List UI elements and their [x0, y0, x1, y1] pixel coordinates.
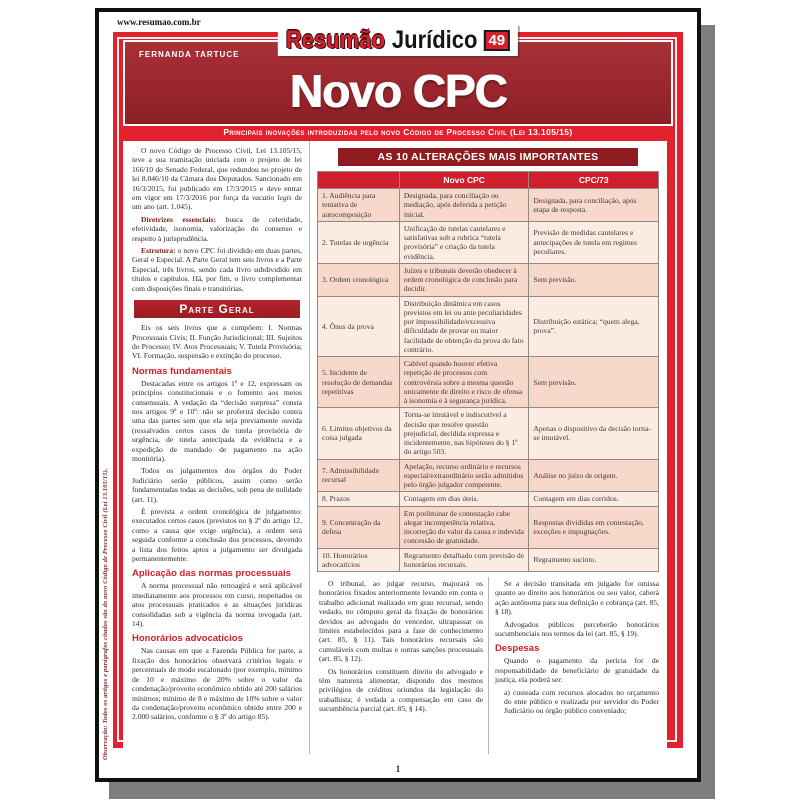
section-heading-aplicacao: Aplicação das normas processuais: [132, 568, 291, 580]
brand-logo: [278, 24, 518, 56]
table-row: [318, 189, 659, 222]
table-row: [318, 548, 659, 572]
cell-cpc73: Análise no juízo de origem.: [529, 459, 659, 492]
card-page: [95, 8, 701, 782]
row-label: 6. Limites objetivos da coisa julgada: [318, 408, 400, 459]
aplicacao-paragraph: A norma processual não retroagirá e será aplicável imediatamente aos processos em curso, respeitados os atos processuais praticados e as situações jurídicas consolidadas sob a vigência da norma revogada (art. 14).: [132, 581, 302, 629]
despesas-paragraph: Quando o pagamento da perícia for de responsabilidade de beneficiário de gratuidade da justiça, ela poderá ser:: [495, 656, 659, 685]
parte-geral-intro: Eis os seis livros que a compõem: I. Normas Processuais Civis; II. Função Jurisdicional; III. Sujeitos do Processo; IV. Atos Processuais; V. Tutela Provisória; VI. Formação, suspensão e extinção do processo.: [132, 323, 302, 361]
diretrizes-label: Diretrizes essenciais:: [141, 214, 217, 224]
cell-novo-cpc: Apelação, recurso ordinário e recursos especial/extraordinário serão admitidos pelo órgão julgador competente.: [399, 459, 529, 492]
section-heading-despesas: Despesas: [495, 643, 540, 655]
table-title-bar: AS 10 ALTERAÇÕES MAIS IMPORTANTES: [338, 148, 639, 166]
intro-text-end: de um ano (art. 1.045).: [132, 193, 302, 212]
main-title: Novo CPC: [289, 65, 507, 117]
cell-novo-cpc: Regramento detalhado com previsão de honorários recursais.: [399, 548, 529, 572]
intro-paragraph: [132, 146, 302, 212]
row-label: 4. Ônus da prova: [318, 296, 400, 357]
row-label: 8. Prazos: [318, 492, 400, 506]
cell-cpc73: Regramento sucinto.: [529, 548, 659, 572]
recursos-paragraph-1: O tribunal, ao julgar recurso, majorará os honorários fixados anteriormente levando em conta o trabalho adicional realizado em grau recursal, sendo vedado, no cômputo geral da fixação de honorários devidos ao advogado do vencedor, ultrapassar os limites estabelecidos para a fase de conhecimento (art. 85, § 11). Tais honorários recursais são cumuláveis com multas e outras sanções processuais (art. 85, § 12).: [319, 579, 483, 664]
cell-novo-cpc: Unificação de tutelas cautelares e satisfativas sob a rubrica “tutela provisória” e criação da tutela evidência.: [399, 221, 529, 263]
table-row: [318, 492, 659, 506]
cell-cpc73: Respostas divididas em contestação, exceções e impugnações.: [529, 506, 659, 548]
vertical-observation-note: Observação: Todos os artigos e parágrafos citados são do novo Código de Processo Civil (Lei 13.105/15).: [102, 468, 109, 760]
cell-novo-cpc: Distribuição dinâmica em casos previstos em lei ou ante peculiaridades por impossibilidade/excessiva dificuldade de provar ou maior facilidade de obtenção da prova do fato contrário.: [399, 296, 529, 357]
normas-paragraph-1: Destacadas entre os artigos 1º e 12, expressam os princípios constitucionais e o fomento aos meios consensuais. A vedação da “decisão surpresa” consta nos artigos 9º e 10º: não se proferirá decisão contra uma das partes sem que ela seja previamente ouvida (ressalvados certos casos de tutela provisória de urgência, de tutela antecipada da evidência e a expedição de mandado de pagamento na ação monitória).: [132, 378, 302, 463]
column-header-cpc73: CPC/73: [529, 172, 659, 189]
cell-novo-cpc: Juízes e tribunais deverão obedecer à ordem cronológica de conclusão para decidir.: [399, 263, 529, 296]
cell-novo-cpc: Contagem em dias úteis.: [399, 492, 529, 506]
estrutura-text: o novo CPC foi dividido em duas partes, Geral e Especial. A Parte Geral tem seis livros e a Parte Especial, três livros, sendo cada livro subdividido em títulos e capítulos. Há, por fim, o livro complementar com disposições finais e transitórias.: [132, 246, 302, 293]
recursos-paragraph-2: Os honorários constituem direito do advogado e têm natureza alimentar, dispondo dos mesmos privilégios de créditos oriundos da legislação do trabalhista; é vedada a compensação em caso de sucumbência parcial (art. 85, § 14).: [319, 666, 483, 714]
content-area: [123, 141, 667, 754]
footer-page-number: 1: [395, 764, 401, 774]
red-frame: [113, 32, 683, 748]
table-row: [318, 459, 659, 492]
brand-word-resumao: Resumão: [285, 25, 385, 54]
row-label: 2. Tutelas de urgência: [318, 221, 400, 263]
table-row: [318, 506, 659, 548]
issue-number-badge: 49: [483, 30, 510, 51]
cell-cpc73: Designada, para conciliação, após etapa de resposta.: [529, 189, 659, 222]
row-label: 1. Audiência para tentativa de autocomposição: [318, 189, 400, 222]
cell-novo-cpc: Cabível quando houver efetiva repetição de processos com controvérsia sobre a mesma questão unicamente de direito e risco de ofensa à isonomia e à segurança jurídica.: [399, 357, 529, 408]
advogados-publicos-paragraph: Advogados públicos perceberão honorários sucumbenciais nos termos da lei (art. 85, § 19).: [495, 619, 659, 639]
normas-paragraph-2: Todos os julgamentos dos órgãos do Poder Judiciário serão públicos, assim como serão fundamentadas todas as decisões, sob pena de nulidade (art. 11).: [132, 466, 302, 504]
bottom-right-column: [489, 577, 659, 754]
estrutura-paragraph: [132, 246, 302, 293]
column-header-novo-cpc: Novo CPC: [399, 172, 529, 189]
table-row: [318, 221, 659, 263]
row-label: 5. Incidente de resolução de demandas repetitivas: [318, 357, 400, 408]
despesas-item-a: a) custeada com recursos alocados no orçamento do ente público e realizada por servidor do Poder Judiciário ou órgão público conveniado;: [504, 687, 659, 716]
cell-novo-cpc: Torna-se imutável e indiscutível a decisão que resolve questão prejudicial, decidida expressa e incidentemente, nas hipóteses do § 1º do artigo 503.: [399, 408, 529, 459]
subtitle-bar: Principais inovações introduzidas pelo novo Código de Processo Civil (Lei 13.105/15): [223, 127, 573, 137]
cell-cpc73: Previsão de medidas cautelares e antecipações de tutela em regimes peculiares.: [529, 221, 659, 263]
alterations-table: [317, 171, 659, 572]
intro-latin-term: vacatio legis: [251, 193, 292, 203]
cell-novo-cpc: Em preliminar de contestação cabe alegar incompetência relativa, incorreção do valor da causa e indevida concessão de gratuidade.: [399, 506, 529, 548]
cell-cpc73: Sem previsão.: [529, 357, 659, 408]
left-column: [123, 141, 309, 754]
table-row: [318, 357, 659, 408]
row-label: 7. Admissibilidade recursal: [318, 459, 400, 492]
diretrizes-paragraph: [132, 215, 302, 243]
cell-novo-cpc: Designada, para conciliação ou mediação, após deferida a petição inicial.: [399, 189, 529, 222]
bottom-middle-column: [317, 577, 488, 754]
bottom-text-section: [317, 577, 659, 754]
table-row: [318, 296, 659, 357]
normas-paragraph-3: É prevista a ordem cronológica de julgamento: executados certos casos (previstos no § 2º do artigo 12, como a causa que exige urgência), a ordem será seguida conforme a conclusão dos processos, devendo a lista dos feitos aptos a julgamento ser divulgada permanentemente.: [132, 507, 302, 564]
website-url: www.resumao.com.br: [117, 17, 201, 27]
diretrizes-text: busca de celeridade, efetividade, isonomia, valorização do consenso e respeito à jurisprudência.: [132, 214, 303, 243]
cell-cpc73: Distribuição estática; “quem alega, prova”.: [529, 296, 659, 357]
header-empty-cell: [318, 172, 400, 189]
author-name: FERNANDA TARTUCE: [139, 50, 240, 59]
right-region: [310, 141, 667, 754]
row-label: 3. Ordem cronológica: [318, 263, 400, 296]
section-heading-normas: Normas fundamentais: [132, 365, 232, 377]
table-row: [318, 263, 659, 296]
intro-text: O novo Código de Processo Civil, Lei 13.105/15, teve a sua tramitação iniciada com o projeto de lei 166/10 do Senado Federal, que redundou no projeto de lei 8.046/10 da Câmara dos Deputados. Sancionado em 16/3/2015, foi publicado em 17/3/2015 e deve entrar em vigor em 17/3/2016 por força da: [132, 146, 302, 203]
parte-geral-bar: Parte Geral: [134, 300, 300, 318]
cell-cpc73: Contagem em dias corridos.: [529, 492, 659, 506]
table-row: [318, 408, 659, 459]
row-label: 10. Honorários advocatícios: [318, 548, 400, 572]
cell-cpc73: Apenas o dispositivo da decisão torna-se imutável.: [529, 408, 659, 459]
cell-cpc73: Sem previsão.: [529, 263, 659, 296]
row-label: 9. Concentração da defesa: [318, 506, 400, 548]
honorarios-paragraph: Nas causas em que a Fazenda Pública for parte, a fixação dos honorários observará critérios legais e percentuais de modo escalonado (por exemplo, mínimo de 10 e máximo de 20% sobre o valor da condenação/proveito econômico obtido até 200 salários mínimos; mínimo de 8 e máximo de 10% sobre o valor da condenação/proveito econômico obtido entre 200 e 2.000 salários, conforme o § 3º do artigo 85).: [132, 646, 302, 722]
section-heading-honorarios: Honorários advocatícios: [132, 633, 243, 645]
table-header-row: [318, 172, 659, 189]
estrutura-label: Estrutura:: [141, 246, 176, 256]
omissa-paragraph: Se a decisão transitada em julgado for omissa quanto ao direito aos honorários ou seu valor, caberá ação autônoma para sua definição e cobrança (art. 85, § 18).: [495, 579, 659, 617]
brand-word-juridico: Jurídico: [391, 25, 478, 54]
